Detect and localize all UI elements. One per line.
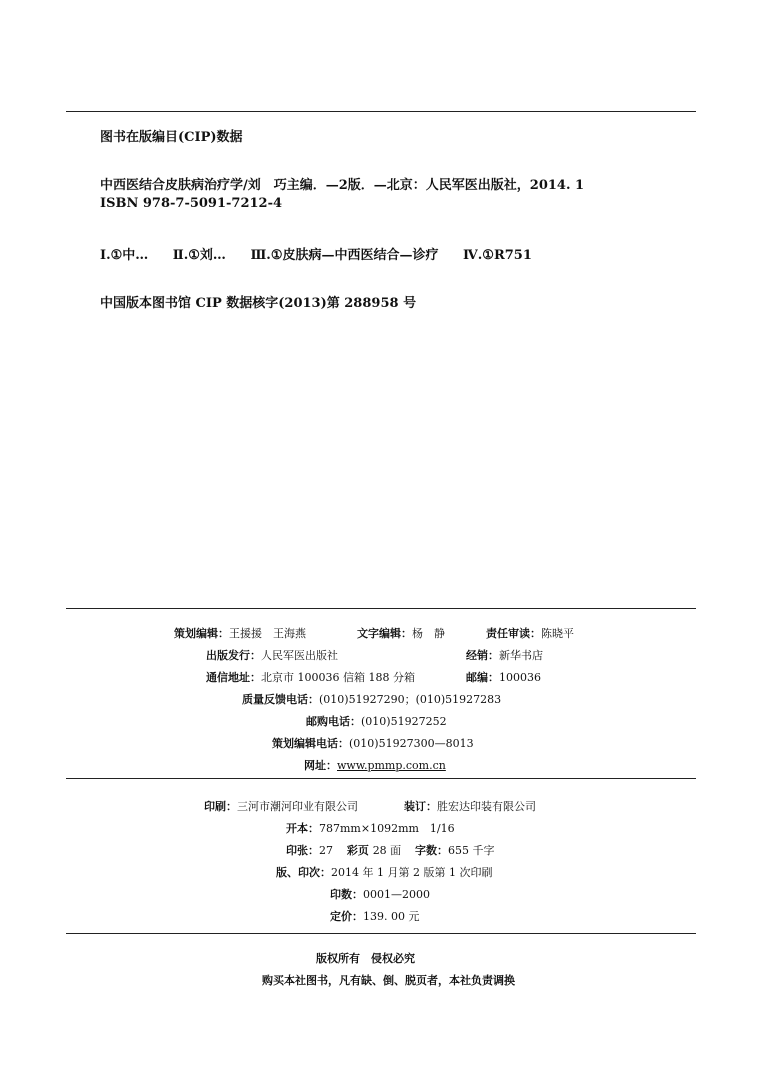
section-rule (66, 608, 696, 609)
mail-order-phone: 邮购电话：(010)51927252 (306, 715, 447, 728)
section-rule-2 (66, 778, 696, 779)
edition: 版、印次：2014 年 1 月第 2 版第 1 次印刷 (276, 866, 493, 879)
copyright-notice: 购买本社图书，凡有缺、倒、脱页者，本社负责调换 (262, 974, 515, 987)
sheets: 印张：27 彩页 28 面 字数：655 千字 (286, 844, 495, 857)
printer: 印刷：三河市潮河印业有限公司 (204, 800, 358, 813)
publisher: 出版发行：人民军医出版社 (206, 649, 338, 662)
classification-4: Ⅳ.①R751 (463, 248, 532, 263)
address: 通信地址：北京市 100036 信箱 188 分箱 (206, 671, 415, 684)
postcode: 邮编：100036 (466, 671, 541, 684)
binder: 装订：胜宏达印装有限公司 (404, 800, 536, 813)
quality-phone: 质量反馈电话：(010)51927290；(010)51927283 (242, 693, 502, 706)
price: 定价：139. 00 元 (330, 910, 420, 923)
format: 开本：787mm×1092mm 1/16 (286, 822, 455, 835)
website: 网址：www.pmmp.com.cn (304, 759, 446, 772)
distributor: 经销：新华书店 (466, 649, 543, 662)
classification-line (100, 244, 550, 263)
copies: 印数：0001—2000 (330, 888, 430, 901)
isbn: ISBN 978-7-5091-7212-4 (100, 196, 283, 211)
top-rule (66, 111, 696, 112)
planning-editor: 策划编辑：王援援 王海燕 (174, 627, 306, 640)
review-editor: 责任审读：陈晓平 (486, 627, 574, 640)
classification-1: Ⅰ.①中… (100, 248, 149, 263)
cip-main-line: 中西医结合皮肤病治疗学/刘 巧主编．—2版．—北京：人民军医出版社，2014. 1 (100, 178, 585, 193)
cip-title: 图书在版编目(CIP)数据 (100, 130, 243, 145)
copyright-rights: 版权所有 侵权必究 (316, 952, 415, 965)
text-editor: 文字编辑：杨 静 (357, 627, 445, 640)
classification-2: Ⅱ.①刘… (172, 248, 226, 263)
section-rule-3 (66, 933, 696, 934)
cip-record-number: 中国版本图书馆 CIP 数据核字(2013)第 288958 号 (100, 296, 417, 311)
classification-3: Ⅲ.①皮肤病—中西医结合—诊疗 (250, 248, 439, 263)
planning-phone: 策划编辑电话：(010)51927300—8013 (272, 737, 474, 750)
